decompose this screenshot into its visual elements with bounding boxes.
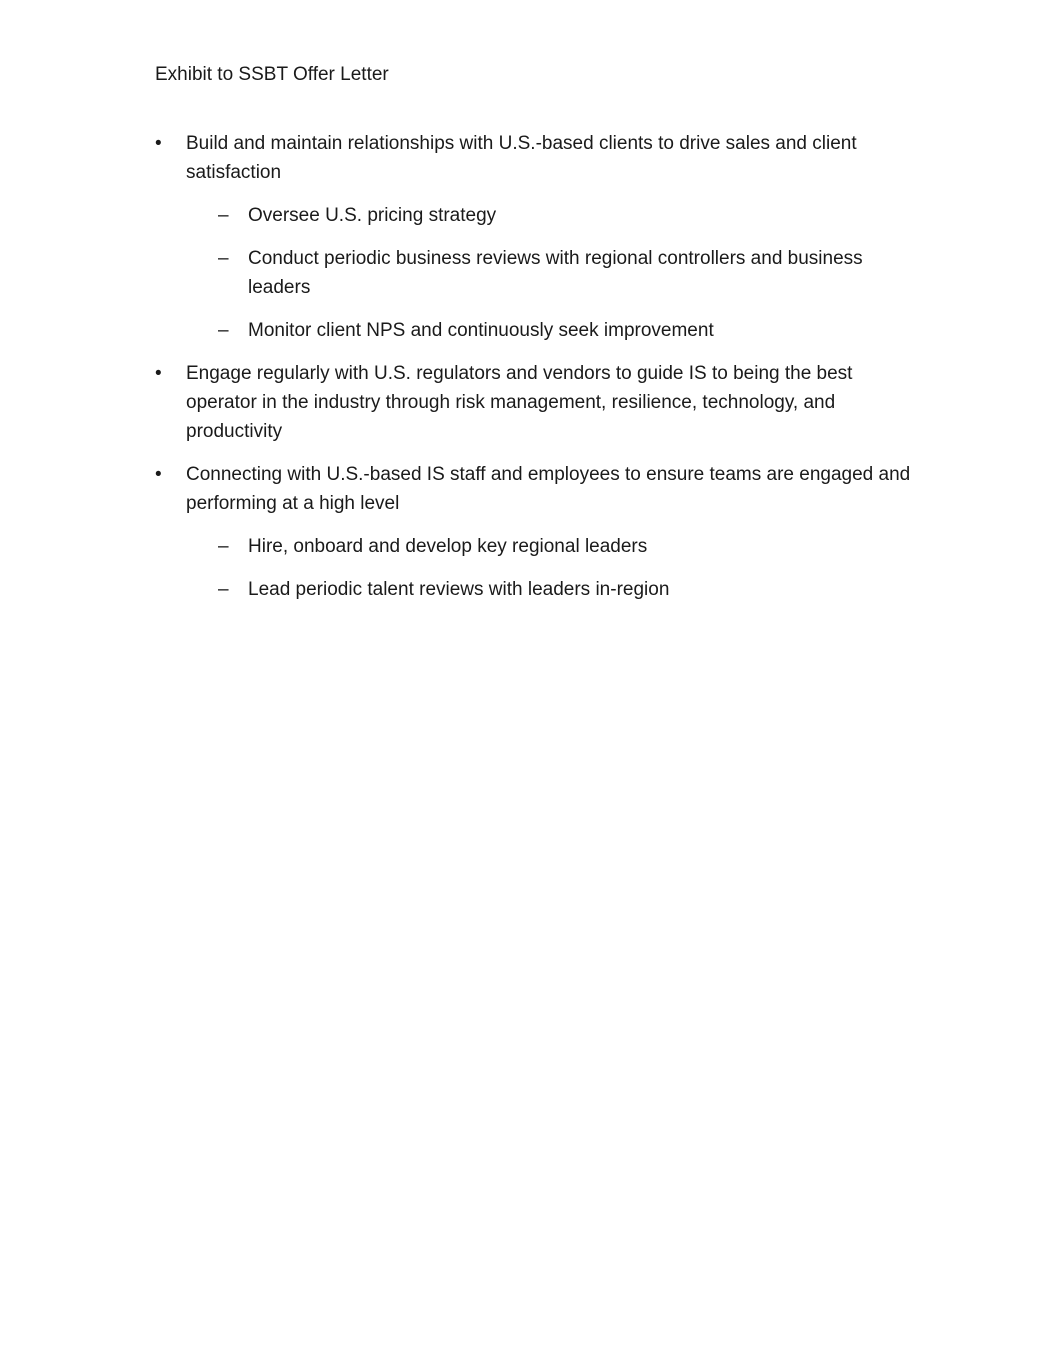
list-item xyxy=(155,359,915,446)
page-header: Exhibit to SSBT Offer Letter xyxy=(155,64,389,85)
list-item-text: Connecting with U.S.-based IS staff and employees to ensure teams are engaged and performing at a high level xyxy=(186,464,911,514)
list-item xyxy=(155,460,915,518)
sub-list-item-text: Hire, onboard and develop key regional leaders xyxy=(248,536,648,557)
dash-icon: – xyxy=(218,205,229,226)
sub-list-item xyxy=(155,575,915,604)
list-item-text: Build and maintain relationships with U.S.-based clients to drive sales and client satisfaction xyxy=(186,133,857,183)
dash-icon: – xyxy=(218,579,229,600)
sub-list-item xyxy=(155,244,915,302)
sub-list-item xyxy=(155,201,915,230)
sub-list-item xyxy=(155,532,915,561)
sub-list-item xyxy=(155,316,915,345)
sub-list-item-text: Lead periodic talent reviews with leaders in-region xyxy=(248,579,670,600)
dash-icon: – xyxy=(218,320,229,341)
dash-icon: – xyxy=(218,536,229,557)
sub-list-item-text: Oversee U.S. pricing strategy xyxy=(248,205,497,226)
bullet-icon: • xyxy=(155,133,162,154)
dash-icon: – xyxy=(218,248,229,269)
list-item-text: Engage regularly with U.S. regulators and vendors to guide IS to being the best operator in the industry through risk management, resilience, technology, and productivity xyxy=(186,363,853,442)
sub-list-item-text: Monitor client NPS and continuously seek improvement xyxy=(248,320,714,341)
bullet-icon: • xyxy=(155,363,162,384)
list-item xyxy=(155,129,915,187)
sub-list-item-text: Conduct periodic business reviews with regional controllers and business leaders xyxy=(248,248,863,298)
bullet-icon: • xyxy=(155,464,162,485)
responsibilities-list xyxy=(155,129,915,618)
